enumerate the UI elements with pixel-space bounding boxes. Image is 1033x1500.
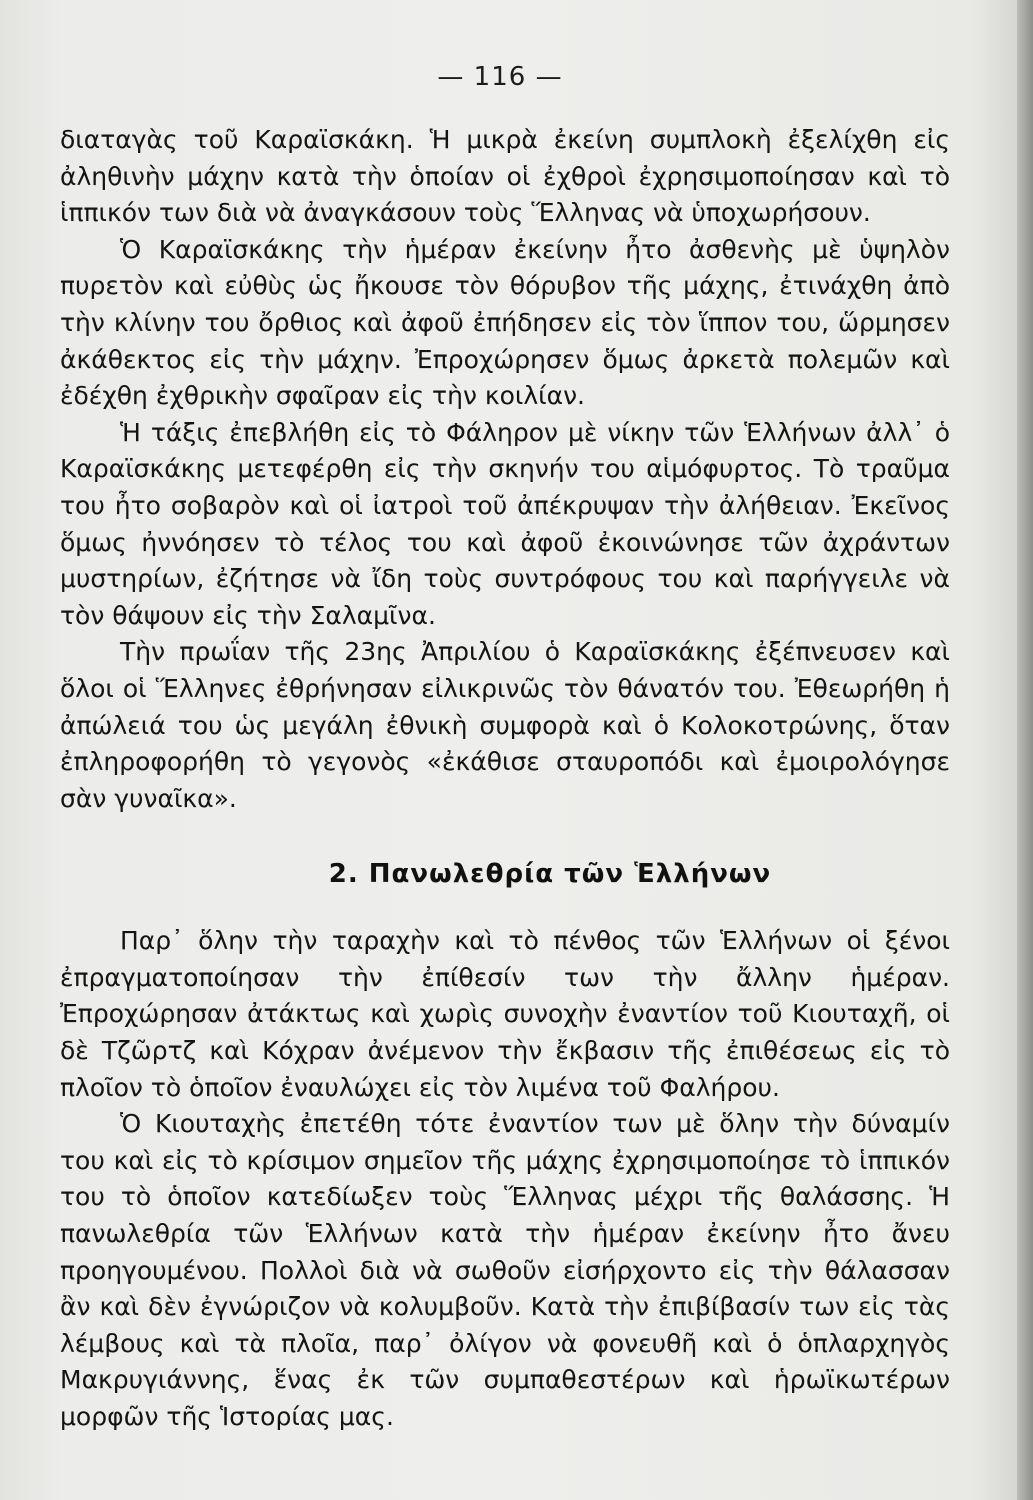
page-edge-shadow xyxy=(1017,0,1033,1500)
page-number: — 116 — xyxy=(437,62,563,92)
paragraph-4: Τὴν πρωΐαν τῆς 23ης Ἀπριλίου ὁ Καραϊσκάκης ἐξέπνευσεν καὶ ὅλοι οἱ Ἕλληνες ἐθρήνησαν εἰλικρινῶς τὸν θάνατόν του. Ἐθεωρήθη ἡ ἀπώλειά του ὡς μεγάλη ἐθνικὴ συμφορὰ καὶ ὁ Κολοκοτρώνης, ὅταν ἐπληροφορήθη τὸ γεγονὸς «ἐκάθισε σταυροπόδι καὶ ἐμοιρολόγησε σὰν γυναῖκα». xyxy=(60,637,950,813)
paragraph-3: Ἡ τάξις ἐπεβλήθη εἰς τὸ Φάληρον μὲ νίκην τῶν Ἑλλήνων ἀλλ᾽ ὁ Καραϊσκάκης μετεφέρθη εἰς τὴν σκηνήν του αἱμόφυρτος. Τὸ τραῦμα του ἦτο σοβαρὸν καὶ οἱ ἰατροὶ τοῦ ἀπέκρυψαν τὴν ἀλήθειαν. Ἐκεῖνος ὅμως ἠννόησεν τὸ τέλος του καὶ ἀφοῦ ἐκοινώνησε τῶν ἀχράντων μυστηρίων, ἐζήτησε νὰ ἴδη τοὺς συντρόφους του καὶ παρήγγειλε νὰ τὸν θάψουν εἰς τὴν Σαλαμῖνα. xyxy=(60,417,950,630)
paragraph-6: Ὁ Κιουταχὴς ἐπετέθη τότε ἐναντίον των μὲ ὅλην τὴν δύναμίν του καὶ εἰς τὸ κρίσιμον σημεῖον τῆς μάχης ἐχρησιμοποίησε τὸ ἱππικόν του τὸ ὁποῖον κατεδίωξεν τοὺς Ἕλληνας μέχρι τῆς θαλάσσης. Ἡ πανωλεθρία τῶν Ἑλλήνων κατὰ τὴν ἡμέραν ἐκείνην ἦτο ἄνευ προηγουμένου. Πολλοὶ διὰ νὰ σωθοῦν εἰσήρχοντο εἰς τὴν θάλασσαν ἂν καὶ δὲν ἐγνώριζον νὰ κολυμβοῦν. Κατὰ τὴν ἐπιβίβασίν των εἰς τὰς λέμβους καὶ τὰ πλοῖα, παρ᾽ ὀλίγον νὰ φονευθῆ καὶ ὁ ὁπλαρχηγὸς Μακρυγιάννης, ἕνας ἐκ τῶν συμπαθεστέρων καὶ ἡρωϊκωτέρων μορφῶν τῆς Ἱστορίας μας. xyxy=(60,1109,950,1431)
paragraph-2: Ὁ Καραϊσκάκης τὴν ἡμέραν ἐκείνην ἦτο ἀσθενὴς μὲ ὑψηλὸν πυρετὸν καὶ εὐθὺς ὡς ἤκουσε τὸν θόρυβον τῆς μάχης, ἐτινάχθη ἀπὸ τὴν κλίνην του ὄρθιος καὶ ἀφοῦ ἐπήδησεν εἰς τὸν ἵππον του, ὥρμησεν ἀκάθεκτος εἰς τὴν μάχην. Ἐπροχώρησεν ὅμως ἀρκετὰ πολεμῶν καὶ ἐδέχθη ἐχθρικὴν σφαῖραν εἰς τὴν κοιλίαν. xyxy=(60,234,950,411)
paragraph-1: διαταγὰς τοῦ Καραϊσκάκη. Ἡ μικρὰ ἐκείνη συμπλοκὴ ἐξελίχθη εἰς ἀληθινὴν μάχην κατὰ τὴν ὁποίαν οἱ ἐχθροὶ ἐχρησιμοποίησαν καὶ τὸ ἱππικόν των διὰ νὰ ἀναγκάσουν τοὺς Ἕλληνας νὰ ὑποχωρήσουν. xyxy=(60,125,950,228)
page-body xyxy=(60,122,950,1436)
section-heading: 2. Πανωλεθρία τῶν Ἑλλήνων xyxy=(328,859,772,890)
paragraph-5: Παρ᾽ ὅλην τὴν ταραχὴν καὶ τὸ πένθος τῶν Ἑλλήνων οἱ ξένοι ἐπραγματοποίησαν τὴν ἐπίθεσίν των τὴν ἄλλην ἡμέραν. Ἐπροχώρησαν ἀτάκτως καὶ χωρὶς συνοχὴν ἐναντίον τοῦ Κιουταχῆ, οἱ δὲ Τζῶρτζ καὶ Κόχραν ἀνέμενον τὴν ἔκβασιν τῆς ἐπιθέσεως εἰς τὸ πλοῖον τὸ ὁποῖον ἐναυλώχει εἰς τὸν λιμένα τοῦ Φαλήρου. xyxy=(60,926,950,1102)
